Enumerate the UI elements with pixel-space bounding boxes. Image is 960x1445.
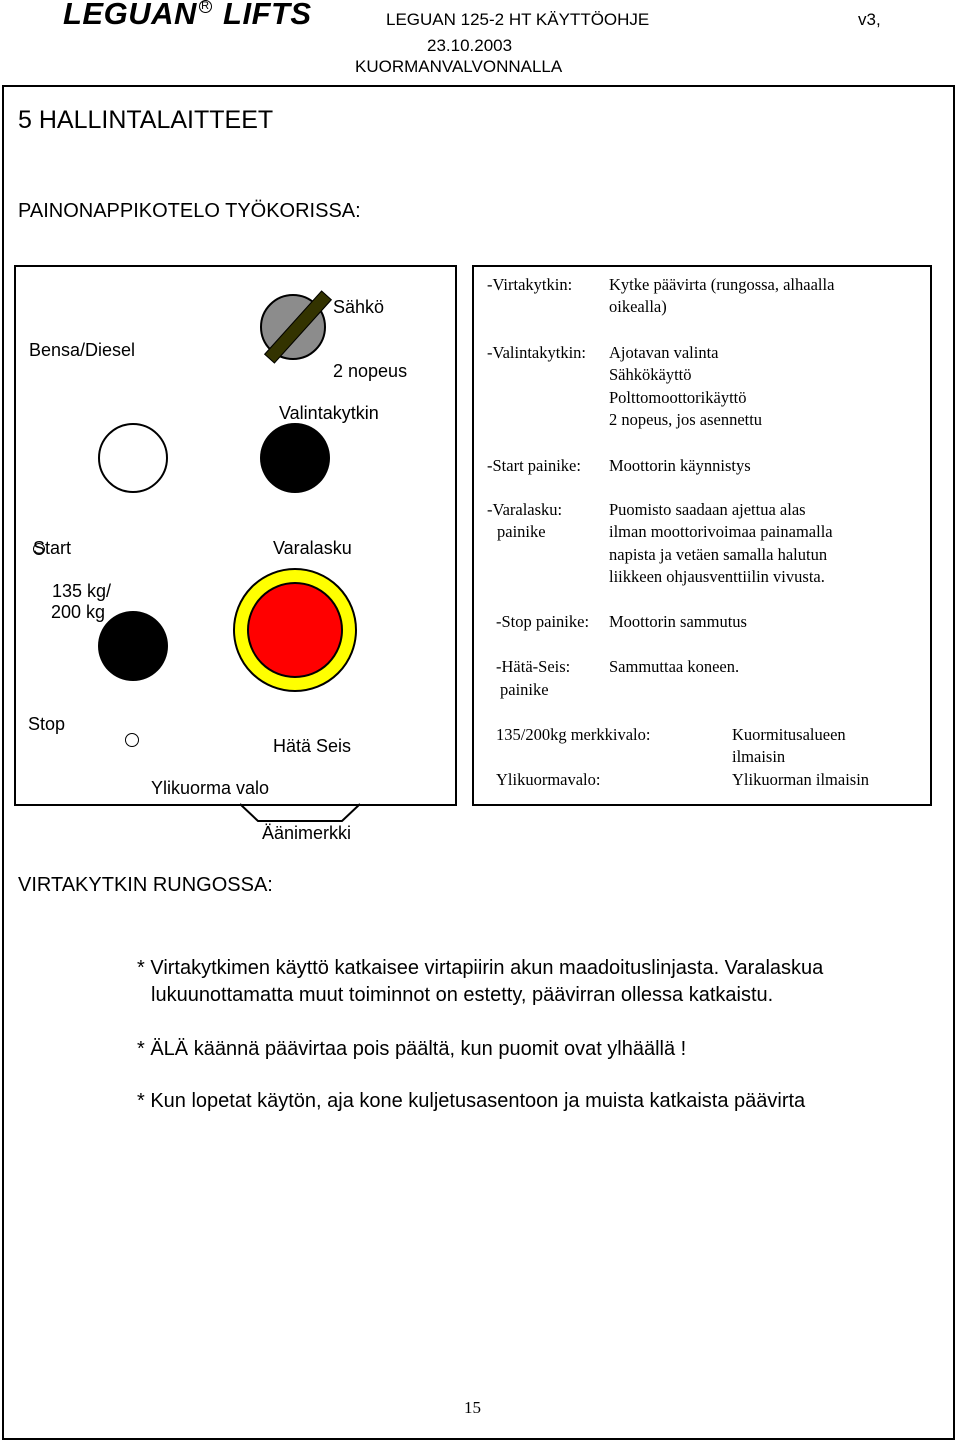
term-ylikuormavalo: Ylikuormavalo: (496, 770, 601, 789)
term-hata-seis-1: -Hätä-Seis: (496, 657, 571, 676)
desc-varalasku-1: Puomisto saadaan ajettua alas (609, 500, 806, 519)
doc-title: LEGUAN 125-2 HT KÄYTTÖOHJE (386, 10, 650, 29)
varalasku-button[interactable] (260, 423, 330, 493)
note-3: * Kun lopetat käytön, aja kone kuljetusasentoon ja muista katkaista päävirta (137, 1090, 806, 1112)
virtakytkin-section-title: VIRTAKYTKIN RUNGOSSA: (18, 874, 273, 896)
registered-mark: R (199, 0, 212, 13)
label-aanimerkki: Äänimerkki (262, 823, 352, 843)
label-load-limit-2: 200 kg (51, 602, 106, 622)
term-varalasku-2: painike (497, 522, 546, 541)
label-stop: Stop (28, 714, 66, 734)
desc-valintakytkin-1: Ajotavan valinta (609, 343, 719, 362)
desc-varalasku-4: liikkeen ohjausventtiilin vivusta. (609, 567, 825, 586)
section-title: 5 HALLINTALAITTEET (18, 106, 274, 134)
start-button[interactable] (98, 423, 168, 493)
term-merkkivalo: 135/200kg merkkivalo: (496, 725, 651, 744)
label-2-nopeus: 2 nopeus (333, 361, 408, 381)
term-stop: -Stop painike: (496, 612, 590, 631)
desc-start: Moottorin käynnistys (609, 456, 751, 475)
label-bensa-diesel: Bensa/Diesel (29, 340, 136, 360)
desc-valintakytkin-3: Polttomoottorikäyttö (609, 388, 747, 407)
label-start: Start (33, 538, 72, 558)
brand-logo: LEGUAN $^R$ LIFTS (63, 0, 312, 31)
desc-virtakytkin-2: oikealla) (609, 297, 667, 316)
term-virtakytkin: -Virtakytkin: (487, 275, 573, 294)
term-hata-seis-2: painike (500, 680, 549, 699)
desc-varalasku-2: ilman moottorivoimaa painamalla (609, 522, 833, 541)
stop-button[interactable] (98, 611, 168, 681)
desc-valintakytkin-2: Sähkökäyttö (609, 365, 692, 384)
term-valintakytkin: -Valintakytkin: (487, 343, 586, 362)
label-hata-seis: Hätä Seis (273, 736, 352, 756)
horn-button-outline[interactable] (238, 803, 362, 823)
label-sahko: Sähkö (333, 297, 385, 317)
note-1-line-1: * Virtakytkimen käyttö katkaisee virtapiirin akun maadoituslinjasta. Varalaskua (137, 957, 824, 979)
desc-stop: Moottorin sammutus (609, 612, 747, 631)
note-1-line-2: lukuunottamatta muut toiminnot on estetty, päävirran ollessa katkaistu. (151, 984, 774, 1006)
desc-merkkivalo-1: Kuormitusalueen (732, 725, 846, 744)
subsection-title: PAINONAPPIKOTELO TYÖKORISSA: (18, 200, 361, 222)
term-start: -Start painike: (487, 456, 581, 475)
doc-version: v3, (858, 10, 881, 29)
doc-subtitle: KUORMANVALVONNALLA (355, 57, 563, 76)
label-varalasku: Varalasku (273, 538, 352, 558)
label-ylikuorma-valo: Ylikuorma valo (151, 778, 270, 798)
desc-valintakytkin-4: 2 nopeus, jos asennettu (609, 410, 763, 429)
note-2: * ÄLÄ käännä päävirtaa pois päältä, kun puomit ovat ylhäällä ! (137, 1038, 687, 1060)
desc-varalasku-3: napista ja vetäen samalla halutun (609, 545, 828, 564)
page-number: 15 (464, 1398, 481, 1417)
overload-lamp-icon (125, 733, 139, 747)
desc-ylikuormavalo: Ylikuorman ilmaisin (732, 770, 870, 789)
emergency-stop-button[interactable] (247, 582, 343, 678)
doc-date: 23.10.2003 (427, 36, 513, 55)
term-varalasku-1: -Varalasku: (487, 500, 563, 519)
label-valintakytkin: Valintakytkin (279, 403, 379, 423)
desc-hata-seis: Sammuttaa koneen. (609, 657, 740, 676)
desc-virtakytkin-1: Kytke päävirta (rungossa, alhaalla (609, 275, 835, 294)
label-load-limit: 135 kg/ (52, 581, 112, 601)
desc-merkkivalo-2: ilmaisin (732, 747, 786, 766)
